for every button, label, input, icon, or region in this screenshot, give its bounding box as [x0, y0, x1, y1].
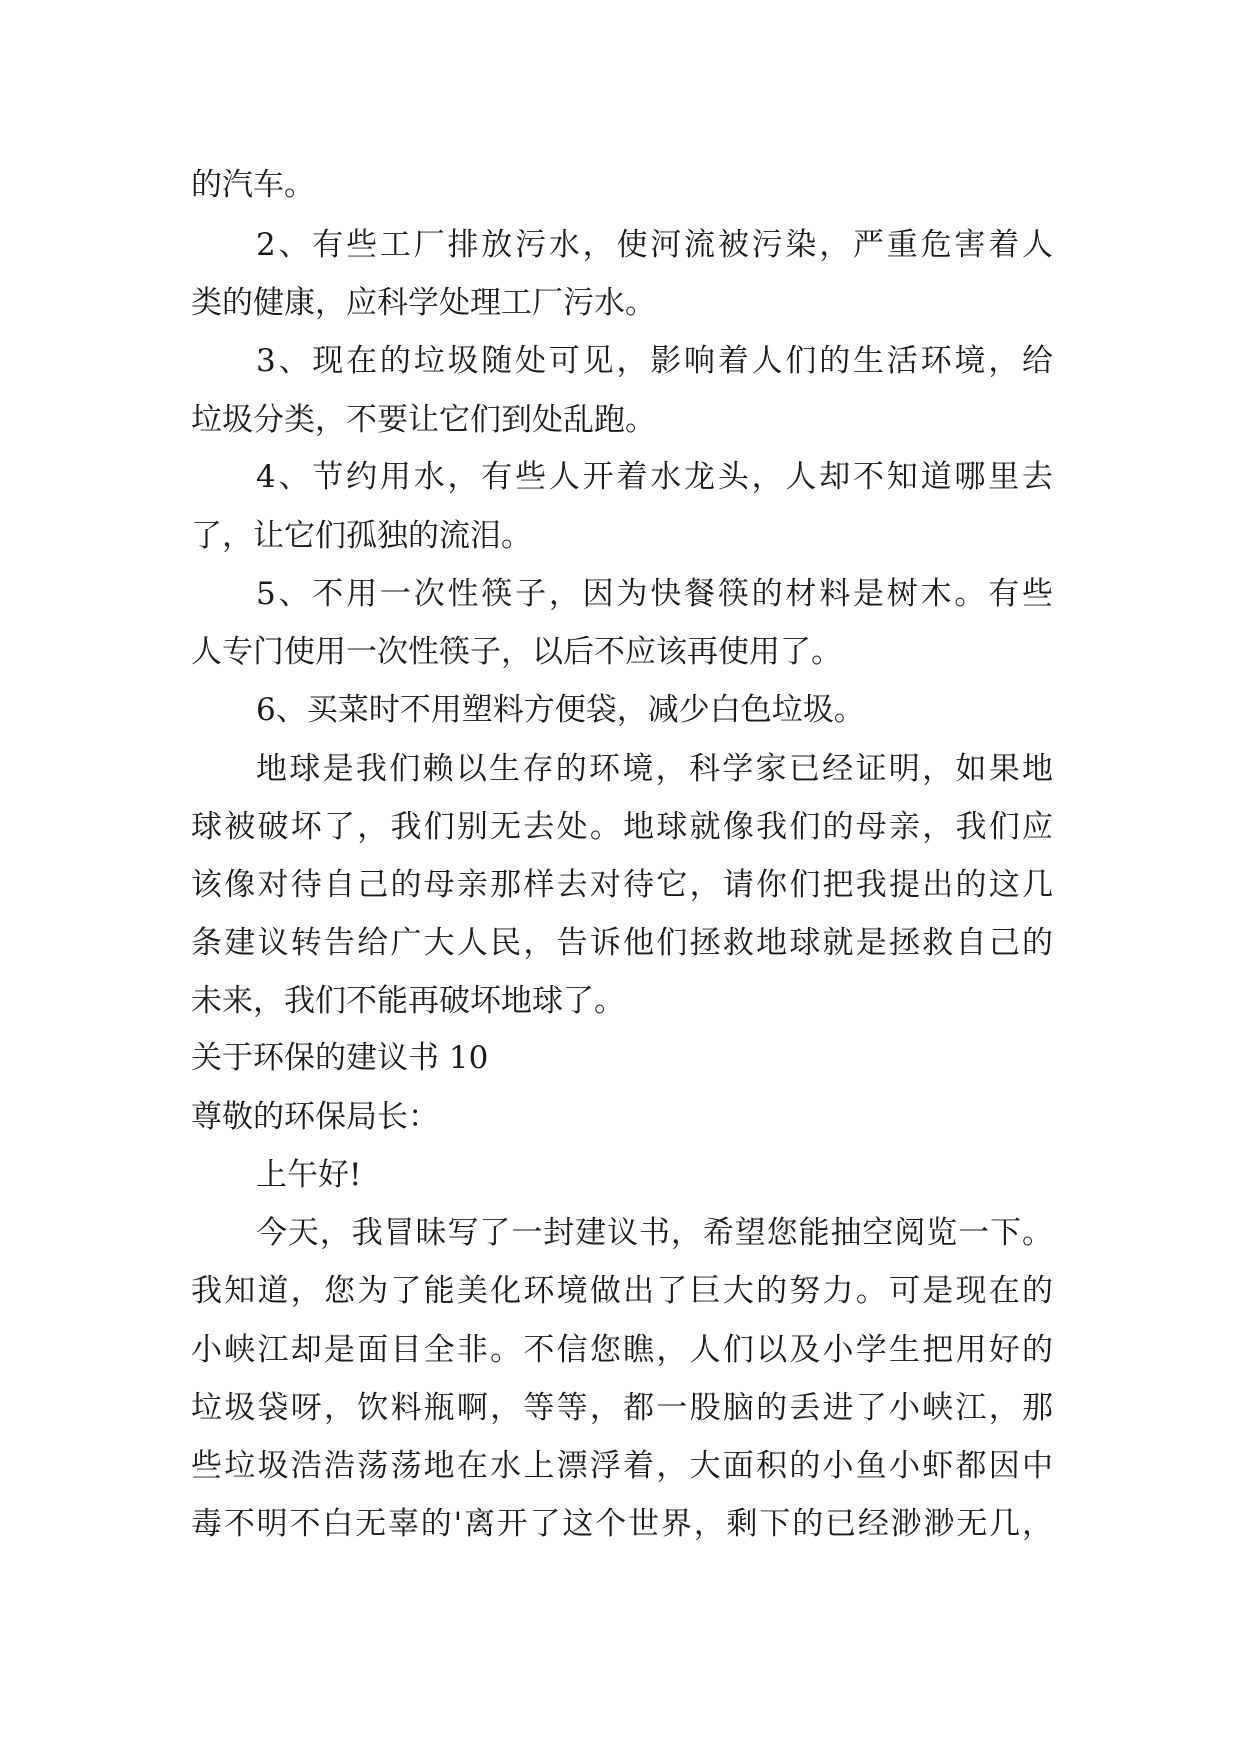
text-line: 4、节约用水，有些人开着水龙头，人却不知道哪里去 [256, 459, 1053, 495]
text-line: 垃圾分类，不要让它们到处乱跑。 [191, 402, 656, 438]
text-line: 今天，我冒昧写了一封建议书，希望您能抽空阅览一下。 [256, 1215, 1053, 1251]
text-line: 些垃圾浩浩荡荡地在水上漂浮着，大面积的小鱼小虾都因中 [191, 1448, 1053, 1484]
text-line: 的汽车。 [191, 167, 315, 203]
text-line: 小峡江却是面目全非。不信您瞧，人们以及小学生把用好的 [191, 1332, 1053, 1368]
text-line: 该像对待自己的母亲那样去对待它，请你们把我提出的这几 [191, 867, 1053, 903]
text-line: 垃圾袋呀，饮料瓶啊，等等，都一股脑的丢进了小峡江，那 [191, 1390, 1053, 1426]
text-line: 3、现在的垃圾随处可见，影响着人们的生活环境，给 [256, 343, 1053, 379]
text-line: 5、不用一次性筷子，因为快餐筷的材料是树木。有些 [256, 576, 1053, 612]
section-heading: 关于环保的建议书 10 [191, 1040, 489, 1076]
text-line: 球被破坏了，我们别无去处。地球就像我们的母亲，我们应 [191, 809, 1053, 845]
text-line: 未来，我们不能再破坏地球了。 [191, 983, 625, 1019]
text-line: 了，让它们孤独的流泪。 [191, 518, 532, 554]
text-line: 条建议转告给广大人民，告诉他们拯救地球就是拯救自己的 [191, 925, 1053, 961]
salutation: 尊敬的环保局长： [191, 1099, 439, 1135]
text-line: 毒不明不白无辜的'离开了这个世界，剩下的已经渺渺无几， [191, 1506, 1053, 1542]
text-line: 人专门使用一次性筷子，以后不应该再使用了。 [191, 634, 842, 670]
text-line: 地球是我们赖以生存的环境，科学家已经证明，如果地 [256, 751, 1053, 787]
text-line: 6、买菜时不用塑料方便袋，减少白色垃圾。 [256, 692, 865, 728]
greeting: 上午好! [256, 1157, 362, 1193]
text-line: 2、有些工厂排放污水，使河流被污染，严重危害着人 [256, 227, 1053, 263]
text-line: 我知道，您为了能美化环境做出了巨大的努力。可是现在的 [191, 1273, 1053, 1309]
text-line: 类的健康，应科学处理工厂污水。 [191, 285, 656, 321]
